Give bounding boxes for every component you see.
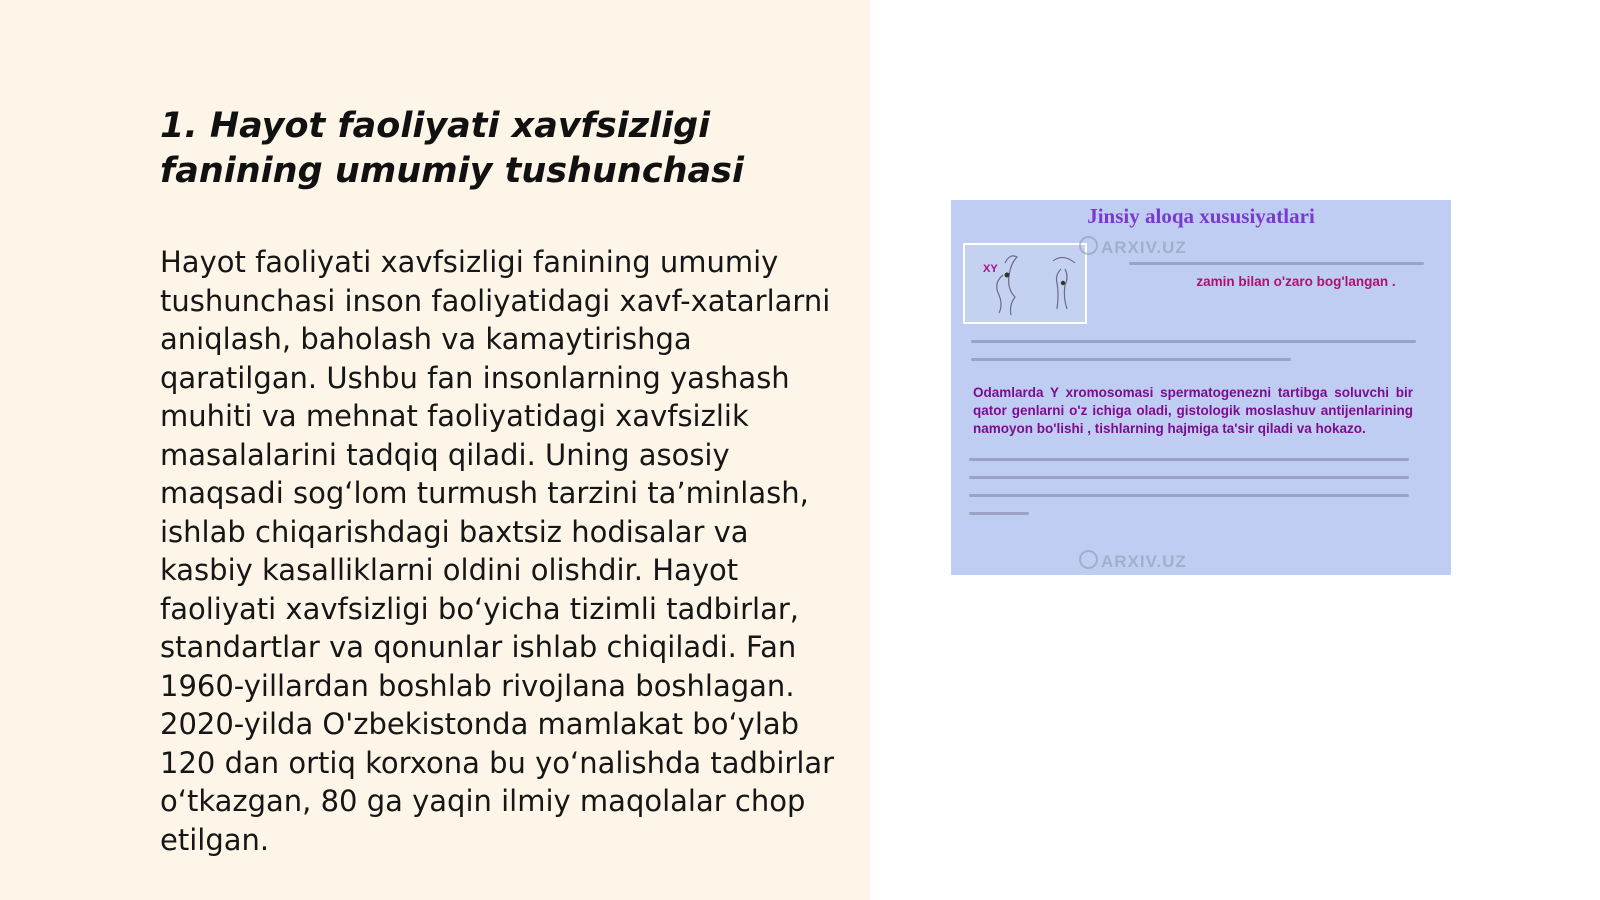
watermark-top: ARXIV.UZ [1079,236,1187,258]
blurred-text-line [969,458,1409,461]
blurred-text-line [971,358,1291,361]
blurred-text-line [969,476,1409,479]
figure-paragraph: Odamlarda Y xromosomasi spermatogenezni tartibga soluvchi bir qator genlarni o'z ichiga oladi, gistologik moslashuv antijenlarining namoyon bo'lishi , tishlarning hajmiga ta'sir qiladi va hokazo. [973,385,1413,436]
blurred-text-line [1129,262,1424,265]
blurred-text-line [971,340,1416,343]
watermark-logo-icon [1079,550,1098,569]
inset-label: XY [983,263,998,275]
figure-caption: zamin bilan o'zaro bog'langan . [1196,274,1396,289]
watermark-bottom: ARXIV.UZ [1079,550,1187,572]
slide-image [951,200,1451,575]
slide-title: 1. Hayot faoliyati xavfsizligi fanining umumiy tushunchasi [160,106,744,191]
chromosome-illustration [963,243,1087,324]
watermark-logo-icon [1079,236,1098,255]
blurred-text-line [969,512,1029,515]
slide-body-text: Hayot faoliyati xavfsizligi fanining umumiy tushunchasi inson faoliyatidagi xavf-xatarlarni aniqlash, baholash va kamaytirishga qaratilgan. Ushbu fan insonlarning yashash muhiti va mehnat faoliyatidagi xavfsizlik masalalarini tadqiq qiladi. Uning asosiy maqsadi sog‘lom turmush tarzini ta’minlash, ishlab chiqarishdagi baxtsiz hodisalar va kasbiy kasalliklarni oldini olishdir. Hayot faoliyati xavfsizligi bo‘yicha tizimli tadbirlar, standartlar va qonunlar ishlab chiqiladi. Fan 1960-yillardan boshlab rivojlana boshlagan. 2020-yilda O'zbekistonda mamlakat bo‘ylab 120 dan ortiq korxona bu yo‘nalishda tadbirlar o‘tkazgan, 80 ga yaqin ilmiy maqolalar chop etilgan. [160,245,835,857]
figure-heading: Jinsiy aloqa xususiyatlari [1087,204,1315,228]
blurred-text-line [969,494,1409,497]
chromosome-icon [965,245,1085,322]
